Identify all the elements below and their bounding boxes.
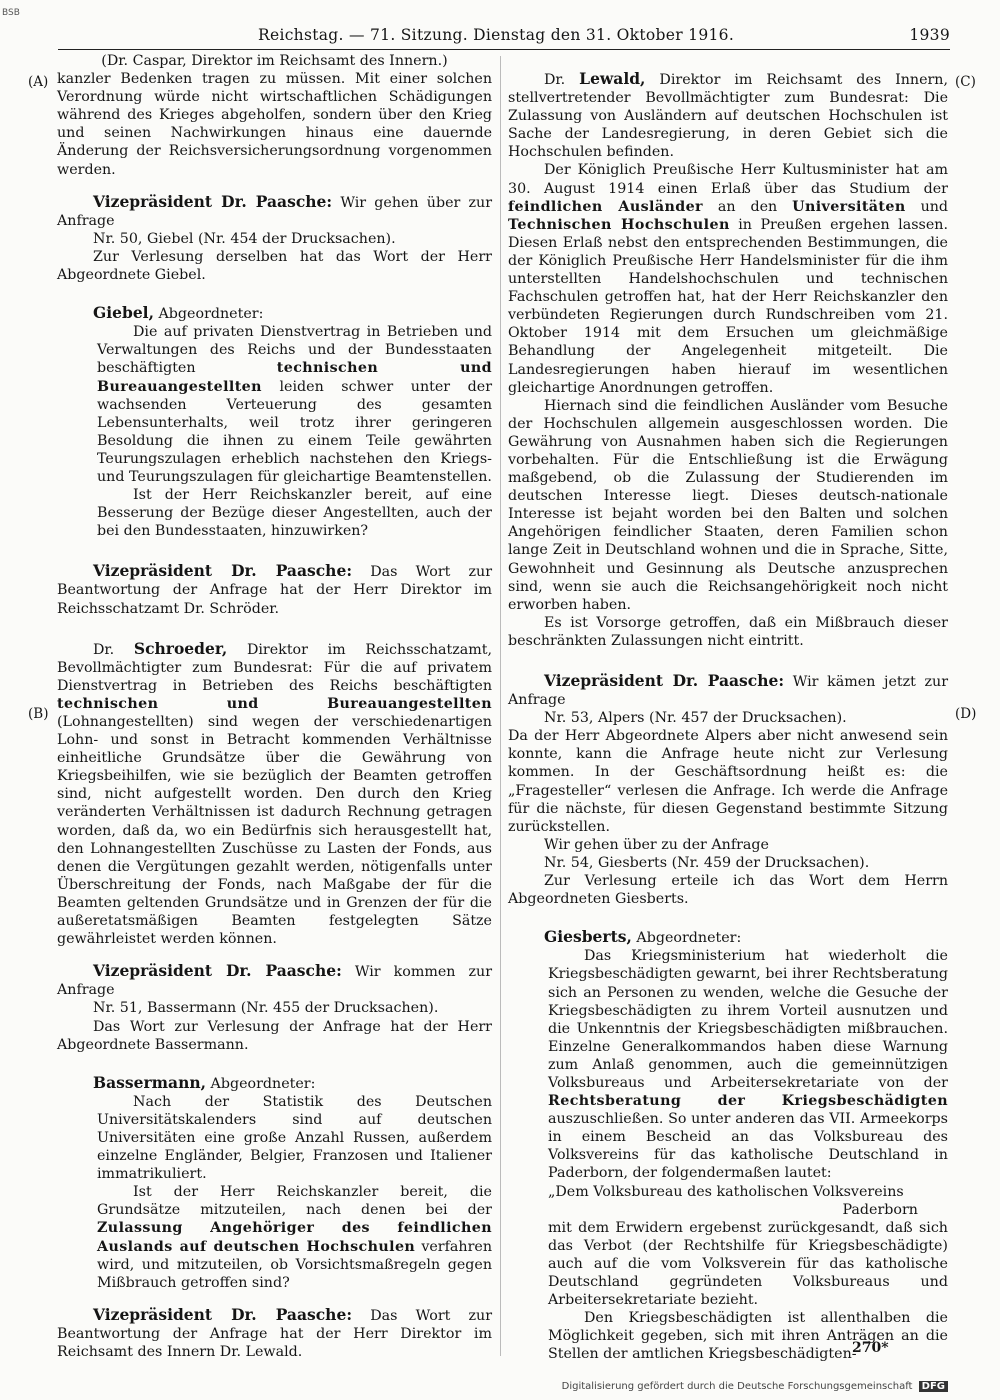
margin-marker-b: (B) (28, 706, 49, 722)
speaker-name: Vizepräsident Dr. Paasche: (93, 191, 333, 211)
footer (562, 1381, 948, 1392)
column-divider (500, 56, 501, 1356)
inquiry-ref: Nr. 53, Alpers (Nr. 457 der Drucksachen). (544, 710, 847, 727)
speaker-name: Bassermann, (93, 1072, 207, 1092)
paragraph: Wir gehen über zu der Anfrage (544, 836, 769, 853)
speaker-name: Vizepräsident Dr. Paasche: (93, 961, 342, 981)
speaker-name: Vizepräsident Dr. Paasche: (544, 671, 785, 690)
inquiry-text: Ist der Herr Reichskanzler bereit, die Grundsätze mitzuteilen, nach denen bei der Zulassung Angehöriger des feindlichen Auslands auf deutschen Hochschulen verfahren wird, und mitzuteilen, ob Vorsichtsmaßregeln gegen Mißbrauch getroffen sind? (97, 1184, 492, 1291)
paragraph: Vizepräsident Dr. Paasche: Wir kommen zur Anfrage (57, 961, 493, 999)
inquiry-text: Das Kriegsministerium hat wiederholt die Kriegsbeschädigten gewarnt, bei ihrer Rechtsberatung sich an Personen zu wenden, welche die Gesuche der Kriegsbeschädigten zu ihrem Vorteil ausnutzen und die Unkenntnis der Kriegsbeschädigten mißbrauchen. Einzelne Generalkommandos haben diese Warnung zum Anlaß genommen, auch die gemeinnützigen Volksbureaus und Arbeitersekretariate von der Rechtsberatung der Kriegsbeschädigten auszuschließen. So unter anderen das VII. Armeekorps in einem Bescheid an das Volksbureau des Volksvereins für das katholische Deutschland in Paderborn, der folgendermaßen lautet: (548, 948, 948, 1182)
page-number: 1939 (909, 26, 950, 44)
dfg-logo: DFG (919, 1381, 948, 1392)
paragraph: Dr. Schroeder, Direktor im Reichsschatzamt, Bevollmächtigter zum Bundesrat: Für die auf privatem Dienstvertrag in Betrieben des Reichs beschäftigten technischen und Bureauangestellten (Lohnangestellten) sind wegen der verschiedenartigen Lohn- und sonst in Betracht kommenden Verhältnisse einheitliche Grundsätze über die Gewährung von Kriegsbeihilfen, wie sie bezüglich der Beamten getroffen sind, nicht aufgestellt worden. Den durch den Krieg veränderten Verhältnissen ist dadurch Rechnung getragen worden, daß da, wo ein Bedürfnis sich herausgestellt hat, den Lohnangestellten Zuschüsse zu Lasten der Fonds, aus denen die Vergütungen gezahlt werden, nötigenfalls unter Überschreitung der Fonds, nach Maßgabe der für die Beamten geltenden Grundsätze und in Grenzen der für die außeretatsmäßigen Beamten festgelegten Sätze gewährleistet werden können. (57, 638, 492, 948)
inquiry-ref: Nr. 50, Giebel (Nr. 454 der Drucksachen). (93, 230, 396, 247)
inquiry-text: Den Kriegsbeschädigten ist allenthalben die Möglichkeit gegeben, sich mit ihren Anträgen an die Stellen der amtlichen Kriegsbeschädigten- (548, 1310, 948, 1363)
footer-text: Digitalisierung gefördert durch die Deutsche Forschungsgemeinschaft (561, 1381, 913, 1392)
paragraph: Es ist Vorsorge getroffen, daß ein Mißbrauch dieser beschränkten Zulassungen nicht eintritt. (508, 614, 948, 649)
paragraph: Giebel, Abgeordneter: (93, 303, 264, 323)
inquiry-text: Ist der Herr Reichskanzler bereit, auf eine Besserung der Bezüge dieser Angestellten, auch der bei den Bundesstaaten, hinzuwirken? (97, 487, 492, 540)
paragraph: Da der Herr Abgeordnete Alpers aber nicht anwesend sein konnte, kann die Anfrage heute nicht zur Verlesung kommen. In der Geschäftsordnung heißt es: die „Fragesteller“ verlesen die Anfrage. Ich werde die Anfrage für die nächste, für diesen Gegenstand bestimmte Sitzung zurückstellen. (508, 728, 948, 835)
speaker-name: Lewald, (579, 69, 646, 88)
paragraph: Giesberts, Abgeordneter: (544, 927, 742, 947)
header-title: Reichstag. — 71. Sitzung. Dienstag den 31. Oktober 1916. (258, 26, 735, 44)
paragraph: Vizepräsident Dr. Paasche: Wir kämen jetzt zur Anfrage (508, 671, 949, 709)
left-column (57, 52, 492, 1361)
paragraph: Hiernach sind die feindlichen Ausländer vom Besuche der Hochschulen allgemein ausgeschlossen worden. Die Gewährung von Ausnahmen haben sich die Regierungen vorbehalten. Für die Entschließung ist die Erwägung maßgebend, ob die Zulassung der Studierenden im deutschen Interesse liegt. Dieses deutsch-nationale Interesse ist bejaht worden bei den Balten und solchen Angehörigen feindlicher Staaten, deren Familien schon lange Zeit in Deutschland wohnen und die in Sprache, Sitte, Gewohnheit und Gesinnung als Deutsche anzusprechen sind, wenn sie auch die Reichsangehörigkeit noch nicht erworben haben. (508, 397, 948, 613)
right-column (508, 70, 948, 1363)
speaker-name: Giebel, (93, 303, 154, 323)
speaker-name: Schroeder, (133, 638, 228, 658)
inquiry-text: Die auf privaten Dienstvertrag in Betrieben und Verwaltungen des Reichs und der Bundesstaaten beschäftigten technischen und Bureauangestellten leiden schwer unter der wachsenden Verteuerung des gesamten Lebensunterhalts, weil trotz ihrer geringeren Besoldung die ihnen zu einem Teile gewährten Teurungszulagen erheblich nachstehen den Kriegs- und Teurungszulagen für gleichartige Beamtenstellen. (97, 324, 493, 485)
paragraph: Zur Verlesung derselben hat das Wort der Herr Abgeordnete Giebel. (57, 248, 492, 284)
inquiry-ref: Nr. 54, Giesberts (Nr. 459 der Drucksachen). (544, 854, 870, 871)
paragraph: kanzler Bedenken tragen zu müssen. Mit einer solchen Verordnung würde nicht wirtschaftlichen Schädigungen während des Krieges abgeholfen, sondern über den Krieg und seinen Nachwirkungen hinaus eine dauernde Änderung der Reichsversicherungsordnung vorgenommen werden. (57, 71, 492, 178)
quote-text: mit dem Erwidern ergebenst zurückgesandt, daß sich das Verbot (der Rechtshilfe für Kriegsbeschädigte) auch auf die vom Volksverein für das katholische Deutschland gegründeten Volksbureaus und Arbeitersekretariate bezieht. (548, 1219, 948, 1309)
inquiry-text: Nach der Statistik des Deutschen Universitätskalenders sind auf deutschen Universitäten eine große Anzahl Russen, außerdem einzelne Engländer, Belgier, Franzosen und Italiener immatrikuliert. (97, 1093, 492, 1183)
speaker-continuation: (Dr. Caspar, Direktor im Reichsamt des Innern.) (101, 53, 448, 69)
paragraph: Bassermann, Abgeordneter: (93, 1072, 316, 1092)
speaker-name: Vizepräsident Dr. Paasche: (93, 1304, 353, 1324)
speaker-name: Vizepräsident Dr. Paasche: (93, 561, 353, 581)
paragraph: Dr. Lewald, Direktor im Reichsamt des Innern, stellvertretender Bevollmächtigter zum Bundesrat: Die Zulassung von Ausländern auf deutschen Hochschulen ist Sache der Landesregierung, in deren Gebiet sich die Hochschulen befinden. (508, 69, 949, 161)
quote-line: „Dem Volksbureau des katholischen Volksvereins (548, 1183, 904, 1200)
running-header (258, 26, 950, 48)
paragraph: Vizepräsident Dr. Paasche: Wir gehen über zur Anfrage (57, 191, 493, 229)
paragraph: Der Königlich Preußische Herr Kultusminister hat am 30. August 1914 einen Erlaß über das Studium der feindlichen Ausländer an den Universitäten und Technischen Hochschulen in Preußen ergehen lassen. Diesen Erlaß nebst den entsprechenden Bestimmungen, die der Königlich Preußische Herr Handelsminister für die ihm unterstellten Handelshochschulen und technischen Fachschulen getroffen hat, hat der Herr Reichskanzler den verbündeten Regierungen durch Rundschreiben vom 21. Oktober 1914 mit dem Ersuchen um gleichmäßige Behandlung der Angelegenheit mitgeteilt. Die Landesregierungen haben hierauf im wesentlichen gleichartige Anordnungen getroffen. (508, 162, 949, 396)
inquiry-ref: Nr. 51, Bassermann (Nr. 455 der Drucksachen). (93, 1000, 439, 1017)
paragraph: Das Wort zur Verlesung der Anfrage hat der Herr Abgeordnete Bassermann. (57, 1018, 492, 1053)
library-stamp: BSB (2, 8, 20, 18)
paragraph: Vizepräsident Dr. Paasche: Das Wort zur Beantwortung der Anfrage hat der Herr Direktor im Reichsschatzamt Dr. Schröder. (57, 561, 493, 617)
quote-line: Paderborn (842, 1201, 918, 1218)
header-rule (58, 49, 950, 50)
margin-marker-d: (D) (955, 706, 977, 722)
paragraph: Vizepräsident Dr. Paasche: Das Wort zur Beantwortung der Anfrage hat der Herr Direktor im Reichsamt des Innern Dr. Lewald. (57, 1304, 493, 1360)
speaker-name: Giesberts, (544, 927, 632, 947)
margin-marker-a: (A) (28, 74, 49, 90)
paragraph: Zur Verlesung erteile ich das Wort dem Herrn Abgeordneten Giesberts. (508, 873, 948, 908)
signature-mark: 270* (852, 1340, 889, 1356)
margin-marker-c: (C) (955, 74, 976, 90)
